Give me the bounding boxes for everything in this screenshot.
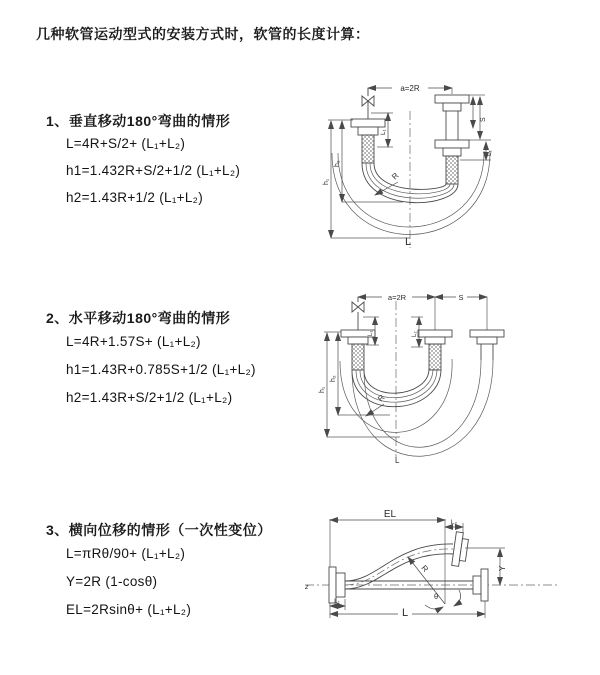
angle-theta-label: θ [434, 592, 439, 601]
dim-a-label: a=2R [400, 84, 420, 93]
dim-l2-label: L₂ [450, 519, 458, 526]
diagram-vertical-180-bend [315, 75, 600, 260]
flange [481, 569, 488, 601]
hex-nut [425, 337, 445, 344]
dim-a-label: a=2R [387, 293, 407, 302]
hex-nut [443, 103, 461, 111]
dim-el-label: EL [383, 509, 397, 520]
dim-a-2r [358, 292, 435, 302]
dim-h1-label: h₁ [319, 386, 326, 393]
section-2-formula-h2: h2=1.43R+S/2+1/2 (L₁+L₂) [66, 390, 233, 405]
dim-l1-label: L₁ [380, 129, 387, 135]
hex-nut [348, 337, 368, 344]
hex-nut [358, 127, 378, 135]
radius-label: R [390, 170, 401, 182]
dim-l2-label: L₂ [487, 150, 493, 156]
flange [470, 330, 504, 337]
braided-hose [362, 135, 374, 163]
flange [435, 95, 469, 103]
section-1-heading: 1、垂直移动180°弯曲的情形 [46, 113, 231, 129]
dim-el [330, 508, 445, 520]
centerline-break-mark: z [305, 584, 309, 591]
section-3-formula-EL: EL=2Rsinθ+ (L₁+L₂) [66, 602, 192, 617]
right-hose-end [435, 95, 469, 184]
movement-envelope-outer [332, 151, 490, 235]
braided-hose [352, 344, 364, 370]
section-3-heading: 3、横向位移的情形（一次性变位） [46, 522, 272, 538]
section-2-heading: 2、水平移动180°弯曲的情形 [46, 310, 231, 326]
flange [351, 119, 385, 127]
flange [435, 140, 469, 148]
length-label: L [401, 607, 409, 619]
dim-y-label: Y [498, 565, 507, 571]
u-bend-hose-position2 [352, 360, 493, 456]
section-1-formula-h1: h1=1.432R+S/2+1/2 (L₁+L₂) [66, 163, 241, 178]
dim-h2-label: h₂ [334, 160, 341, 167]
dim-l1-label: L₁ [334, 598, 340, 605]
radius-callout [408, 557, 445, 604]
section-1-formula-L: L=4R+S/2+ (L₁+L₂) [66, 136, 186, 151]
dim-s [435, 292, 487, 302]
diagram-lateral-displacement [295, 505, 595, 635]
angle-theta [425, 590, 461, 609]
braided-hose [429, 344, 441, 370]
dim-a-2r [368, 82, 452, 95]
dim-l2-label: L₂ [412, 331, 418, 337]
hex-nut [336, 573, 345, 597]
middle-hose-end [418, 330, 452, 370]
length-label: L [405, 236, 412, 248]
section-3-formula-L: L=πRθ/90+ (L₁+L₂) [66, 546, 186, 561]
flange [418, 330, 452, 337]
valve-icon [352, 297, 364, 330]
radius-label: R [419, 563, 431, 574]
dim-s-label: S [458, 293, 464, 302]
dim-s [469, 95, 491, 140]
hex-nut [443, 148, 461, 156]
hose-displaced-position [345, 532, 469, 589]
diagram-horizontal-180-bend [310, 285, 600, 465]
dim-h2-label: h₂ [330, 375, 337, 382]
hex-nut [473, 576, 481, 594]
dim-l [330, 601, 485, 619]
radius-callout [366, 393, 387, 416]
braided-hose [446, 156, 458, 184]
dim-h1-label: h₁ [323, 178, 330, 185]
page-title: 几种软管运动型式的安装方式时，软管的长度计算： [36, 26, 370, 42]
section-2-formula-L: L=4R+1.57S+ (L₁+L₂) [66, 334, 201, 349]
right-hose-end-moved [470, 330, 504, 360]
u-bend-hose [332, 151, 490, 235]
radius-label: R [376, 392, 387, 404]
length-label: L [395, 456, 400, 465]
dim-s-label: S [480, 117, 487, 122]
section-2-formula-h1: h1=1.43R+0.785S+1/2 (L₁+L₂) [66, 362, 256, 377]
section-3-formula-Y: Y=2R (1-cosθ) [66, 574, 158, 589]
dim-l1-label: L₁ [368, 330, 374, 336]
section-1-formula-h2: h2=1.43R+1/2 (L₁+L₂) [66, 190, 204, 205]
hex-nut [477, 337, 497, 344]
